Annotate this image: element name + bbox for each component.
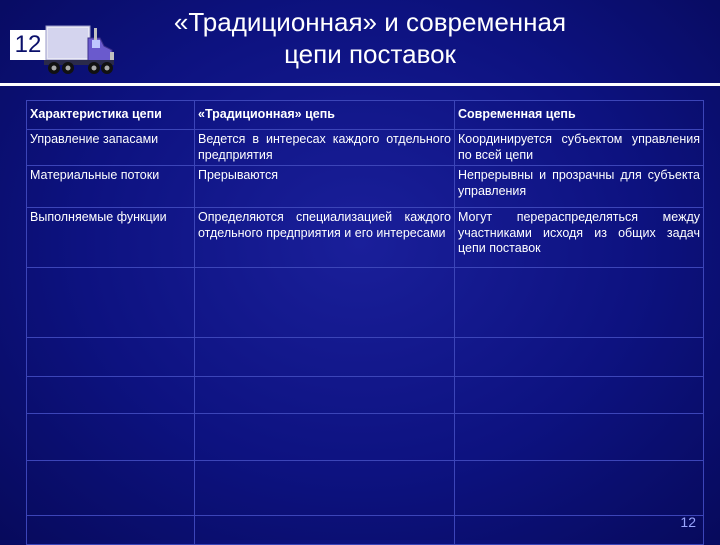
empty-cell [195, 338, 455, 377]
table-row [27, 130, 704, 166]
empty-cell [455, 516, 704, 545]
title-line-1: «Традиционная» и современная [173, 7, 567, 37]
table-row [27, 208, 704, 268]
slide-number-badge: 12 [10, 30, 46, 60]
empty-cell [195, 414, 455, 461]
truck-icon [14, 20, 118, 78]
row-label: Выполняемые функции [27, 208, 195, 268]
empty-cell [27, 516, 195, 545]
empty-row [27, 414, 704, 461]
empty-cell [195, 377, 455, 414]
table-row [27, 166, 704, 208]
modern-cell: Непрерывны и прозрачны для субъекта управления [455, 166, 704, 208]
traditional-cell: Определяются специализацией каждого отдельного предприятия и его интересами [195, 208, 455, 268]
empty-row [27, 516, 704, 545]
empty-cell [27, 268, 195, 338]
empty-row [27, 268, 704, 338]
modern-cell: Координируется субъектом управления по всей цепи [455, 130, 704, 166]
title-divider [0, 83, 720, 86]
empty-cell [27, 338, 195, 377]
comparison-table [26, 100, 704, 545]
traditional-cell: Прерываются [195, 166, 455, 208]
header-characteristic: Характеристика цепи [27, 101, 195, 130]
table-header-row [27, 101, 704, 130]
row-label: Материальные потоки [27, 166, 195, 208]
header-traditional: «Традиционная» цепь [195, 101, 455, 130]
empty-row [27, 338, 704, 377]
empty-cell [195, 461, 455, 516]
empty-cell [455, 414, 704, 461]
empty-cell [195, 516, 455, 545]
row-label: Управление запасами [27, 130, 195, 166]
modern-cell: Могут перераспределяться между участниками исходя из общих задач цепи поставок [455, 208, 704, 268]
empty-cell [455, 338, 704, 377]
title-line-2: цепи поставок [284, 39, 456, 69]
empty-cell [455, 377, 704, 414]
empty-cell [27, 377, 195, 414]
traditional-cell: Ведется в интересах каждого отдельного предприятия [195, 130, 455, 166]
empty-cell [195, 268, 455, 338]
empty-row [27, 377, 704, 414]
page-number: 12 [680, 514, 696, 530]
empty-cell [27, 461, 195, 516]
slide-title [120, 6, 620, 70]
empty-cell [27, 414, 195, 461]
empty-row [27, 461, 704, 516]
empty-cell [455, 461, 704, 516]
header-modern: Современная цепь [455, 101, 704, 130]
empty-cell [455, 268, 704, 338]
